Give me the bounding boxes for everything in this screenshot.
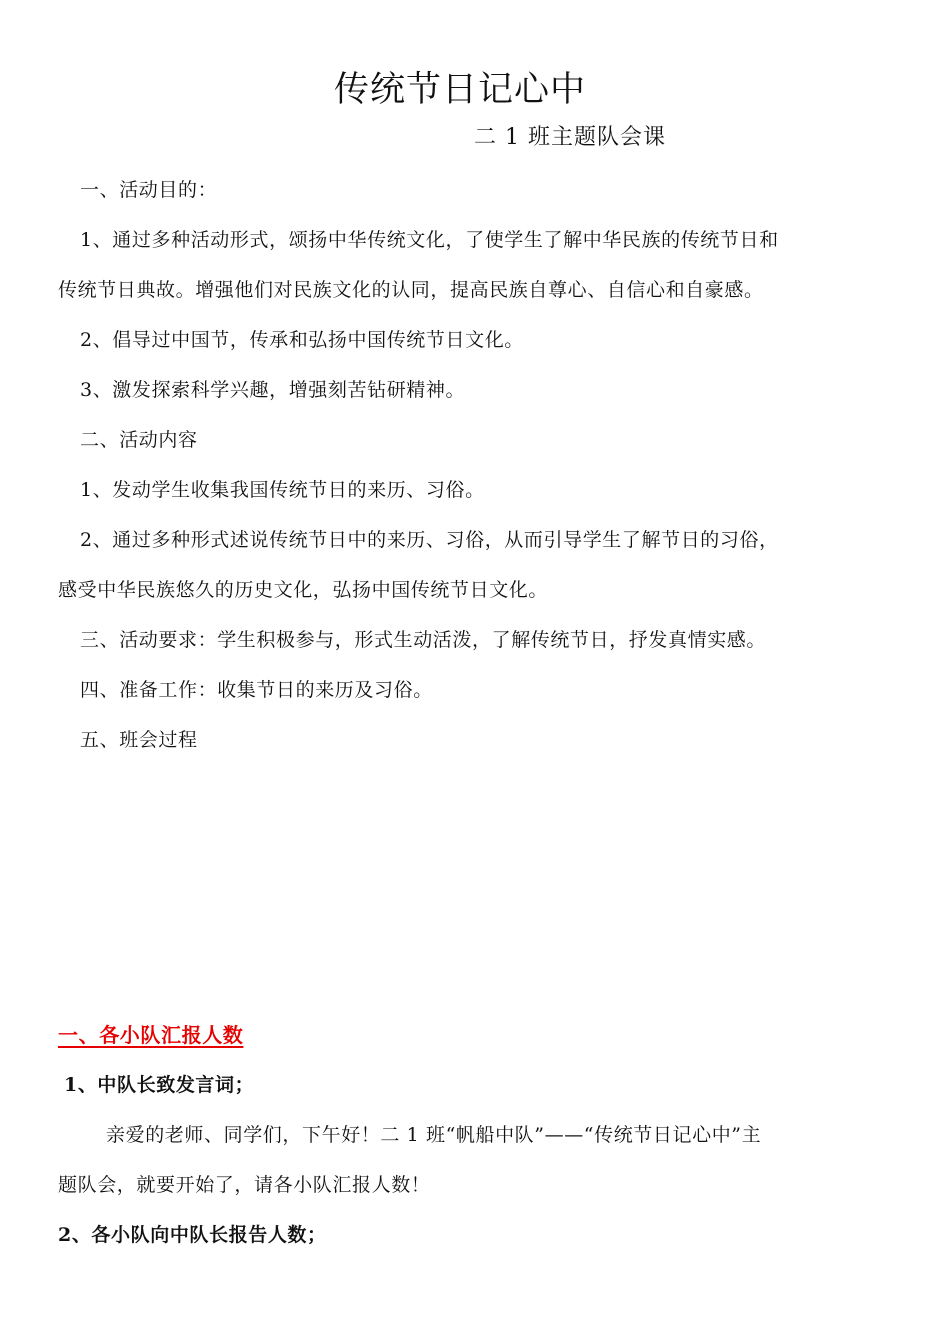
paragraph-line: 2、通过多种形式述说传统节日中的来历、习俗，从而引导学生了解节日的习俗， xyxy=(80,529,779,551)
paragraph-line: 3、激发探索科学兴趣，增强刻苦钻研精神。 xyxy=(80,379,466,401)
paragraph-line: 2、倡导过中国节，传承和弘扬中国传统节日文化。 xyxy=(80,329,524,351)
section-heading-content: 二、活动内容 xyxy=(80,429,198,451)
process-step-2: 2、各小队向中队长报告人数； xyxy=(58,1224,327,1246)
process-heading: 一、各小队汇报人数 xyxy=(58,1023,244,1047)
section-heading-purpose: 一、活动目的： xyxy=(80,179,218,201)
paragraph-line: 1、通过多种活动形式，颂扬中华传统文化，了使学生了解中华民族的传统节日和 xyxy=(80,229,779,251)
section-heading-requirements: 三、活动要求：学生积极参与，形式生动活泼，了解传统节日，抒发真情实感。 xyxy=(80,629,767,651)
section-heading-preparation: 四、准备工作：收集节日的来历及习俗。 xyxy=(80,679,433,701)
process-step-1: 1、中队长致发言词； xyxy=(64,1074,255,1096)
speech-line: 亲爱的老师、同学们，下午好！二 1 班“帆船中队”——“传统节日记心中”主 xyxy=(106,1124,762,1146)
speech-line: 题队会，就要开始了，请各小队汇报人数！ xyxy=(58,1174,431,1196)
paragraph-line: 1、发动学生收集我国传统节日的来历、习俗。 xyxy=(80,479,485,501)
document-subtitle: 二 1 班主题队会课 xyxy=(474,125,666,150)
section-heading-process: 五、班会过程 xyxy=(80,729,198,751)
paragraph-line: 感受中华民族悠久的历史文化，弘扬中国传统节日文化。 xyxy=(58,579,549,601)
paragraph-line: 传统节日典故。增强他们对民族文化的认同，提高民族自尊心、自信心和自豪感。 xyxy=(58,279,764,301)
document-title: 传统节日记心中 xyxy=(333,70,586,110)
